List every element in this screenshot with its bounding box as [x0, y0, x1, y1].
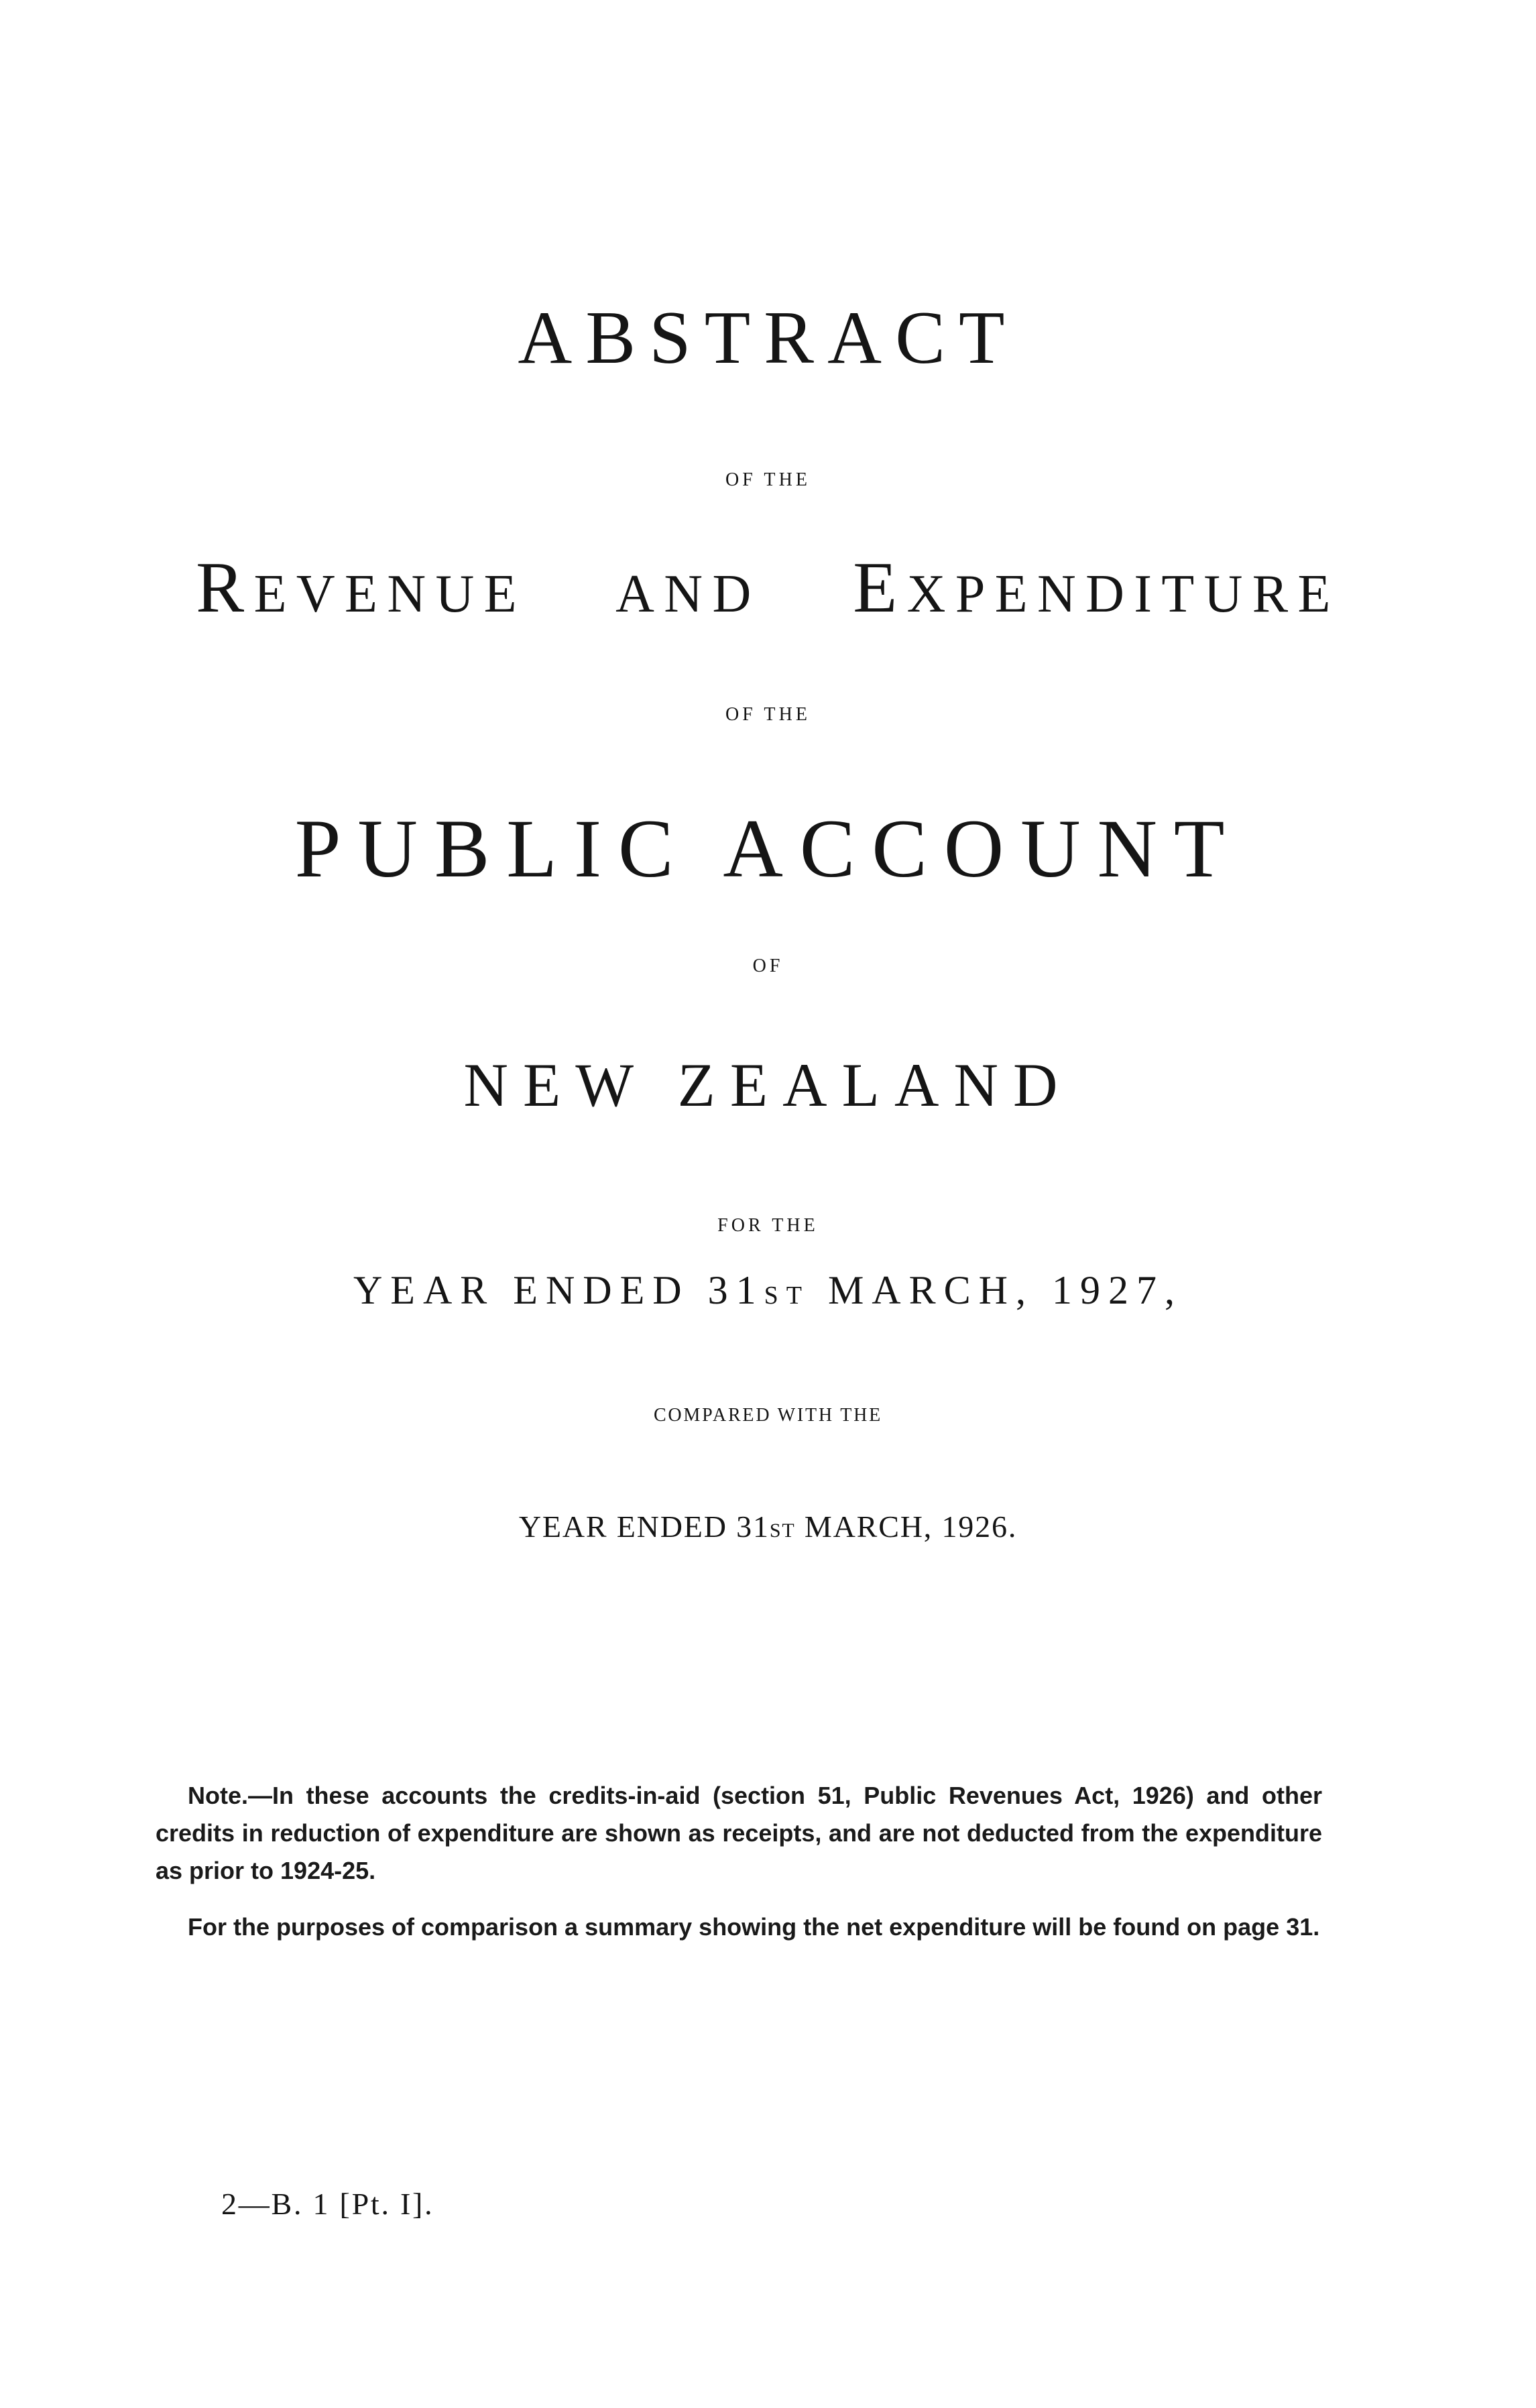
- title-expenditure-rest: XPENDITURE: [906, 565, 1340, 624]
- year-ended-1926: [0, 1509, 1536, 1544]
- note-block: [156, 1777, 1322, 1946]
- year-1927-ordinal: ST: [764, 1281, 810, 1310]
- note-paragraph-comparison: For the purposes of comparison a summary showing the net expenditure will be found on page 31.: [188, 1913, 1320, 1941]
- title-revenue-and-expenditure: [0, 547, 1536, 630]
- title-public-account: PUBLIC ACCOUNT: [294, 803, 1242, 895]
- title-expenditure-initial: E: [853, 548, 907, 628]
- connector-of: OF: [752, 956, 784, 976]
- page-reference: 2—B. 1 [Pt. I].: [221, 2187, 434, 2221]
- connector-of-the-2: OF THE: [725, 704, 811, 725]
- year-1926-prefix: YEAR ENDED 31: [518, 1509, 770, 1544]
- title-revenue-initial: R: [196, 548, 254, 628]
- connector-of-the-1: OF THE: [725, 469, 811, 490]
- note-paragraph-credits: Note.—In these accounts the credits-in-aid (section 51, Public Revenues Act, 1926) and other credits in reduction of expenditure are shown as receipts, and are not deducted from the expenditure as prior to 1924-25.: [156, 1782, 1322, 1884]
- year-1927-rest: MARCH, 1927,: [827, 1268, 1183, 1312]
- year-1926-ordinal: ST: [769, 1520, 796, 1542]
- connector-for-the: FOR THE: [717, 1215, 819, 1236]
- title-revenue-rest: EVENUE: [253, 565, 526, 624]
- year-ended-1927: [0, 1267, 1536, 1314]
- title-abstract: ABSTRACT: [518, 296, 1018, 380]
- year-1927-prefix: YEAR ENDED 31: [353, 1268, 764, 1312]
- year-1926-rest: MARCH, 1926.: [804, 1509, 1018, 1544]
- title-and: AND: [615, 565, 761, 624]
- connector-compared-with-the: COMPARED WITH THE: [653, 1405, 883, 1426]
- title-new-zealand: NEW ZEALAND: [463, 1051, 1073, 1119]
